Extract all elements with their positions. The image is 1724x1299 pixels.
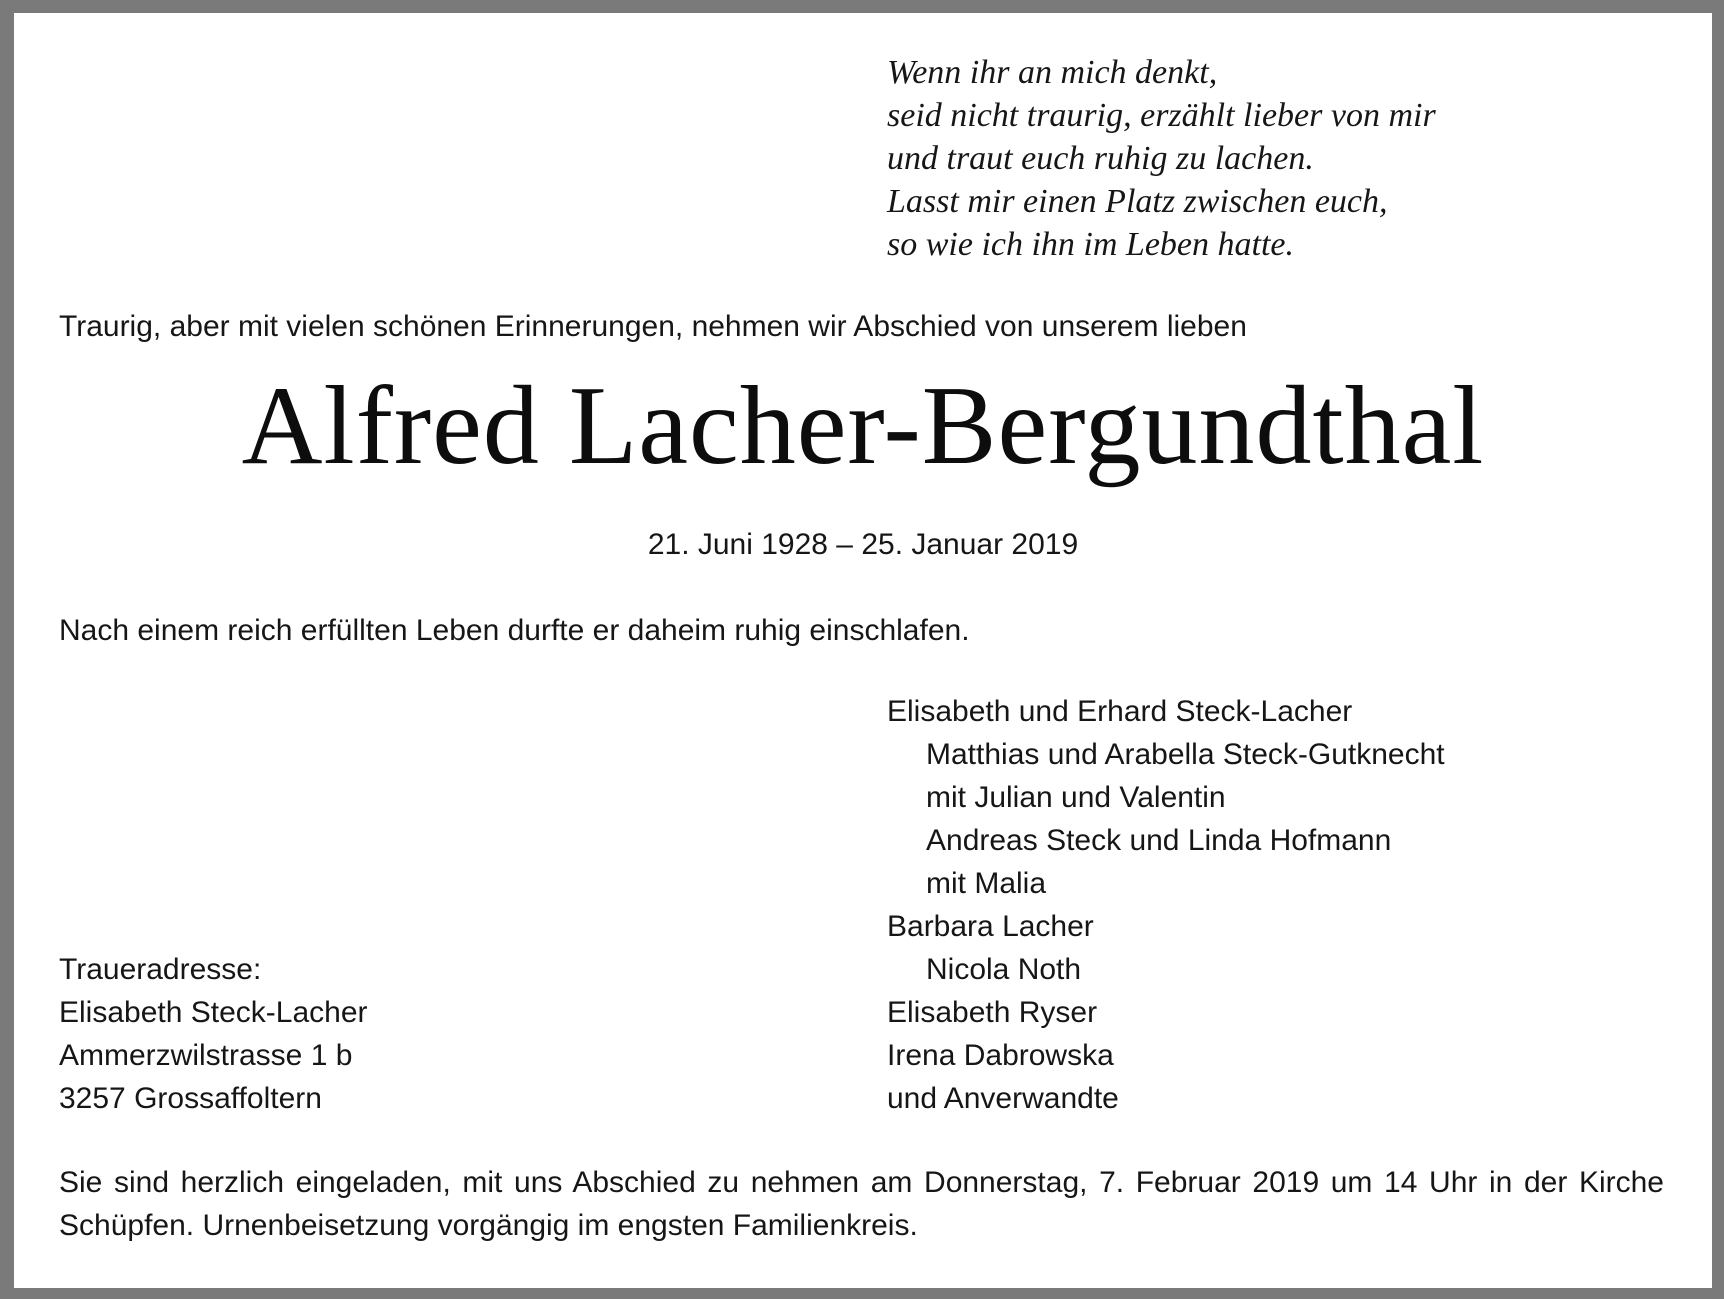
intro-sentence: Traurig, aber mit vielen schönen Erinnerungen, nehmen wir Abschied von unserem lieben	[59, 310, 1247, 343]
address-label: Traueradresse:	[59, 953, 262, 986]
mourner-entry: Irena Dabrowska	[887, 1039, 1114, 1072]
passing-note: Nach einem reich erfüllten Leben durfte er daheim ruhig einschlafen.	[59, 614, 970, 647]
mourner-entry: Elisabeth Ryser	[887, 996, 1098, 1029]
mourner-entry: und Anverwandte	[887, 1082, 1119, 1115]
poem-line: Lasst mir einen Platz zwischen euch,	[887, 183, 1388, 220]
mourners-list	[887, 690, 1445, 1120]
mourner-entry: Elisabeth und Erhard Steck-Lacher	[887, 695, 1353, 728]
poem-line: Wenn ihr an mich denkt,	[887, 54, 1218, 91]
address-city: 3257 Grossaffoltern	[59, 1082, 322, 1115]
address-name: Elisabeth Steck-Lacher	[59, 996, 368, 1029]
poem-line: seid nicht traurig, erzählt lieber von mir	[887, 97, 1436, 134]
mourning-address	[59, 948, 368, 1120]
mourner-entry: mit Julian und Valentin	[926, 781, 1226, 814]
poem-line: so wie ich ihn im Leben hatte.	[887, 226, 1295, 263]
address-street: Ammerzwilstrasse 1 b	[59, 1039, 353, 1072]
poem-line: und traut euch ruhig zu lachen.	[887, 140, 1314, 177]
life-dates: 21. Juni 1928 – 25. Januar 2019	[647, 528, 1079, 561]
mourner-entry: Matthias und Arabella Steck-Gutknecht	[926, 738, 1445, 771]
ceremony-invitation: Sie sind herzlich eingeladen, mit uns Abschied zu nehmen am Donnerstag, 7. Februar 2019 um 14 Uhr in der Kirche Schüpfen. Urnenbeisetzung vorgängig im engsten Familienkreis.	[59, 1166, 1664, 1242]
memorial-poem	[887, 51, 1436, 266]
mourner-entry: Barbara Lacher	[887, 910, 1094, 943]
obituary-notice	[14, 13, 1712, 1288]
mourner-entry: mit Malia	[926, 867, 1047, 900]
mourner-entry: Nicola Noth	[926, 953, 1082, 986]
deceased-name: Alfred Lacher-Bergundthal	[241, 364, 1485, 488]
mourner-entry: Andreas Steck und Linda Hofmann	[926, 824, 1392, 857]
